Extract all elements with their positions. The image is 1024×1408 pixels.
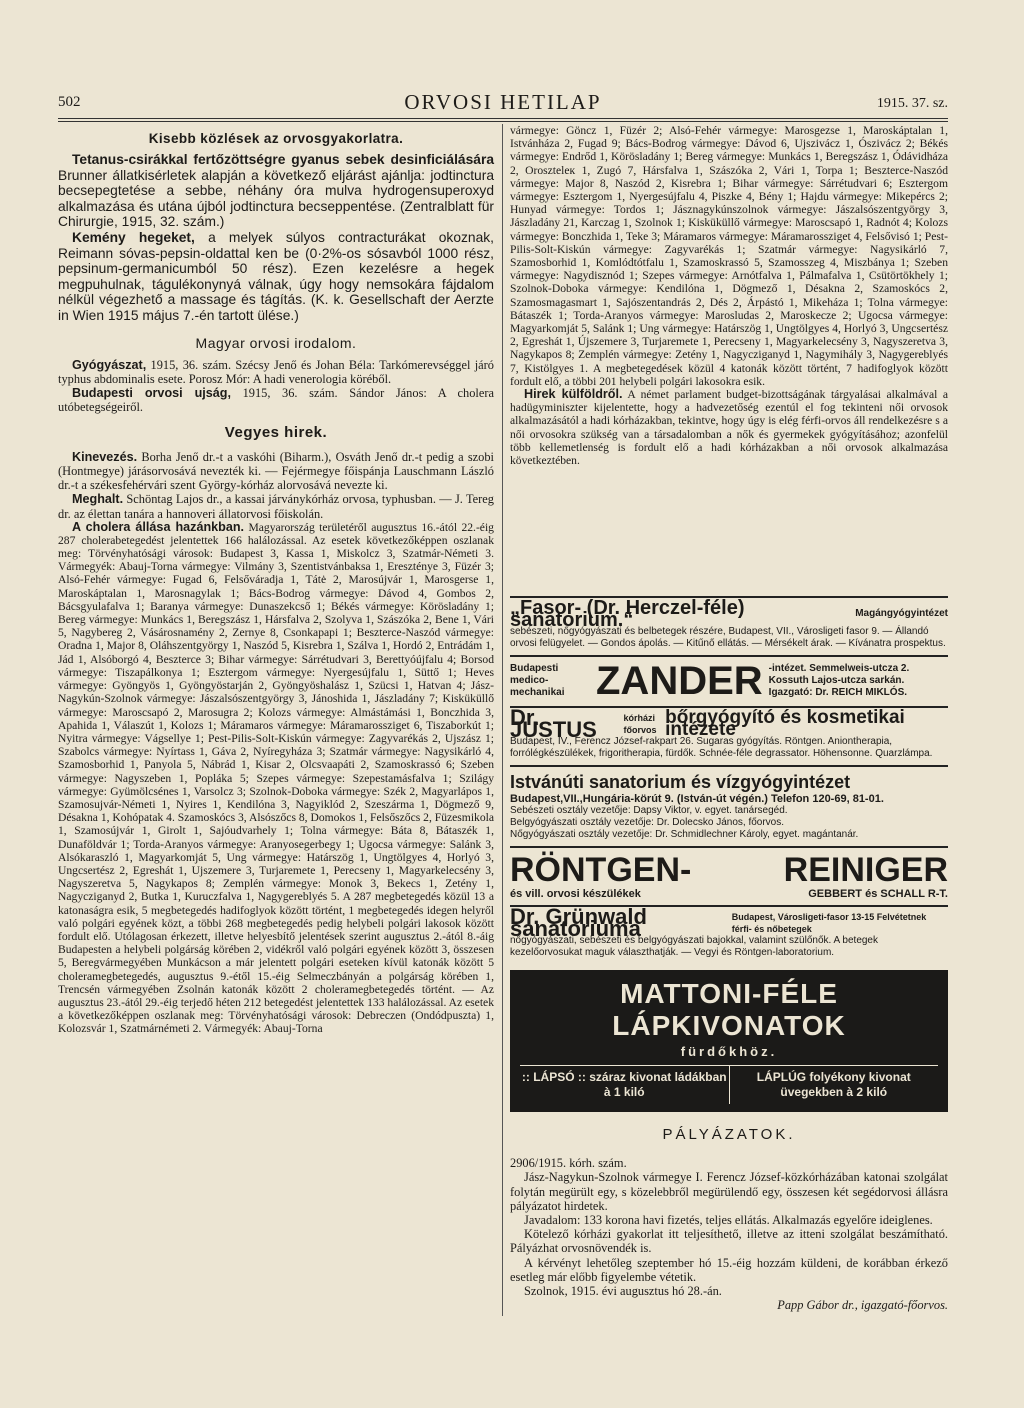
- ad-title: „Fasor- (Dr. Herczel-féle) sanatorium.“: [510, 597, 745, 631]
- article-body: Brunner állatkisérletek alapján a következő eljárást ajánlja: jodtinctura becsepegtetése a sebbe, néhány óra mulva hydrogensuperoxyd alkalmazása és utána újból jodtinctura becseppentése. (Zentralblatt für Chirurgie, 1915, 32. szám.): [58, 167, 494, 230]
- ad-side: kórházi főorvos: [623, 713, 657, 735]
- ad-text: Budapest, IV., Ferencz József-rakpart 26. Sugaras gyógyítás. Röntgen. Aniontherapia, forrólégkészülékek, frigoritherapia, fürdők. Schnée-féle degrassator. Höhensonne. Quarzlámpa.: [510, 736, 933, 759]
- section-title: Magyar orvosi irodalom.: [195, 334, 357, 351]
- article-lead: Budapesti orvosi ujság,: [72, 385, 231, 400]
- notice-text: Jász-Nagykun-Szolnok vármegye I. Ferencz József-közkórházában katonai szolgálat folytán megürült egy, s közelebbről megürülendő egy, összesen két segédorvosi állásra pályázatot hirdetek.: [510, 1170, 948, 1213]
- news-lead: A cholera állása hazánkban.: [72, 519, 245, 534]
- advertisements: [510, 596, 948, 1112]
- article-lead: Gyógyászat,: [72, 357, 147, 372]
- ad-text: Budapest,VII.,Hungária-körút 9. (István-út végén.) Telefon 120-69, 81-01.: [510, 793, 884, 805]
- ad-title: MATTONI-FÉLE LÁPKIVONATOK: [612, 978, 846, 1041]
- page-number: 502: [58, 94, 81, 110]
- notice-text: Szolnok, 1915. évi augusztus hó 28.-án.: [524, 1284, 722, 1299]
- news-lead: Hirek külföldről.: [524, 387, 623, 402]
- news-lead: Meghalt.: [72, 492, 124, 507]
- ad-text: Belgyógyászati osztály vezetője: Dr. Dolecsko János, főorvos.: [510, 817, 785, 828]
- ad-title: RÖNTGEN-: [510, 851, 692, 889]
- ad-title: REINIGER: [783, 851, 948, 889]
- ad-istvanuti: [510, 765, 948, 846]
- ad-zander: [510, 655, 948, 706]
- palyazatok-section: [510, 1128, 948, 1312]
- notice-text: Kötelező kórházi gyakorlat itt teljesíthető, illetve az itteni szolgálat beszámítható. Pályázhat orvosnövendék is.: [510, 1227, 948, 1256]
- ad-rontgen: [510, 846, 948, 905]
- column-divider: [502, 124, 503, 1316]
- notice-text: Javadalom: 133 korona havi fizetés, teljes ellátás. Alkalmazás egyelőre ideiglenes.: [524, 1213, 933, 1228]
- ad-mattoni: [510, 970, 948, 1112]
- section-title: Vegyes hirek.: [224, 424, 328, 442]
- issue-number: 1915. 37. sz.: [876, 96, 948, 111]
- header-rule: [58, 121, 948, 122]
- article-lead: Kemény hegeket,: [72, 230, 195, 246]
- article-body: 1915, 36. szám. Szécsy Jenő és Johan Béla: Tarkómerevséggel járó typhus abdominalis esete. Porosz Mór: A hadi venerologia köréből.: [58, 357, 495, 386]
- news-body: vármegye: Göncz 1, Füzér 2; Alsó-Fehér vármegye: Marosgezse 1, Maroskáptalan 1, Istvánháza 2, Fugad 9; Bács-Bodrog vármegye: Dávod 6, Ujszivácz 1, Ószivácz 2; Békés vármegye: Endrőd 1, Körösladány 1; Bereg vármegye: Munkács 1, Beregszász 1, Ódávidháza 2, Oroszteleк 1, Zugó 7, Hársfalva 1, Szászóka 2, Vári 1, Torpa 1; Beszterce-Naszód vármegye: Major 8, Naszód 2, Kisrebra 1; Bihar vármegye: Sárrétudvari 6; Esztergom vármegye: Esztergom 1, Nyergesújfalu 4, Piszke 4, Bény 1; Hajdu vármegye: Mikepércs 2; Hunyad vármegye: Tordos 1; Jásznagykúnszolnok vármegye: Jászalsószentgyörgy 3, Jászladány 21, Karczag 1, Szolnok 1; Kisküküllő vármegye: Maroscsapó 1, Radnót 4; Kolozs vármegye: Bonczhida 1, Teke 3; Máramaros vármegye: Máramarossziget 4, Felsővisó 1; Pest-Pilis-Solt-Kiskún vármegye: Zagyvarékás 1; Szatmár vármegye: Nagysikárló 7, Szamosborhid 1, Komlódtótfalu 1, Szamoskrassó 5, Szamosszeg 4, Miszbánya 1; Szeben vármegye: Nagydisznód 1; Szepes vármegye: Arnótfalva 1, Pálmafalva 1, Csütörtökhely 1; Szolnok-Doboka vármegye: Kendilóna 1, Dögmező 1, Désakna 2, Szamoskócs 2, Szamosmagasmart 1, Sajószentandrás 2, Dés 2, Árpástó 1, Mikeháza 1; Tolna vármegye: Bátaszék 1; Torda-Aranyos vármegye: Marosludas 2, Maroskecze 2; Ugocsa vármegye: Magyarkomját 5, Salánk 1; Ung vármegye: Határszög 1, Ungtölgyes 4, Horlyó 3, Ungcsertész 2, Egreshát 1, Újszemere 3, Turjaremete 1, Perecseny 1, Magyarkelecsény 3, Nagyszeretva 3, Nagykapos 8; Zemplén vármegye: Zetény 1, Nagycziganyd 1, Nagymihály 3, Nagygereblyés 7, Kistölgyes 1. A megbetegedések közül 4 katonák között történt, 7 hadifoglyok között fordult elő, a többi 201 helybeli polgári lakosokra esik.: [510, 124, 948, 388]
- article-block: [58, 152, 494, 324]
- ad-text: :: LÁPSÓ :: száraz kivonat ládákban à 1 kiló: [521, 1070, 727, 1099]
- ad-text: Sebészeti osztály vezetője: Dapsy Viktor, v. egyet. tanársegéd.: [510, 805, 788, 816]
- ad-side: Budapesti medico-mechanikai: [510, 663, 565, 698]
- news-body: Magyarország területéről augusztus 16.-ától 22.-éig 287 cholerabetegedést jelentettek 166 halálozással. Az esetek következőképpen oszlanak meg: Törvényhatósági városok: Budapest 3, Kassa 1, Miskolcz 3, Szatmár-Németi 3. Vármegyék: Abauj-Torna vármegye: Vilmány 3, Szentistvánbaksa 1, Ereszténye 3, Füzér 3; Alsó-Fehér vármegye: Fugad 6, Felsőváradja 1, Tátė 2, Marosújvár 1, Marosgerse 1, Maroskáptalan 1, Marosnagylak 1; Bács-Bodrog vármegye: Dávod 4, Gombos 2, Bácsgyulafalva 1; Baranya vármegye: Dunaszekcső 1; Békés vármegye: Körösladány 1; Bereg vármegye: Munkács 1, Beregszász 1, Hársfalva 2, Szolyva 1, Szászóka 2, Bene 1, Vári 5, Nagybereg 2, Vásárosnamény 2, Zernye 8, Csonkapapi 1; Beszterce-Naszód vármegye: Oradna 1, Major 8, Oláhszentgyörgy 1, Naszód 5, Kisrebra 1, Szálva 1, Hordó 2, Entrádám 1, Jád 1, Alsóborgó 4, Beszterce 3; Bihar vármegye: Sárrétudvari 3, Berettyóújfalu 4; Borsod vármegye: Tiszapálkonya 1; Esztergom vármegye: Nyergesújfalu 1, Süttő 1; Heves vármegye: Gyöngyös 1, Gyöngyöstarján 2, Gyöngyöshalász 1, Szücsi 1, Hatvan 4; Jász-Nagykún-Szolnok vármegye: Jászalsószentgyörgy 3, Jánoshida 1, Jászladány 7; Kisküküllő vármegye: Maroscsapó 2, Marosugra 2; Kolozs vármegye: Almástámási 1, Bonczhida 3, Apahida 1, Válaszút 1, Kolozs 1; Máramaros vármegye: Máramarossziget 6, Tiszaborkút 1; Nyitra vármegye: Vágsellye 1; Pest-Pilis-Solt-Kiskún vármegye: Zagyvarékás 2, Ujszász 1; Szabolcs vármegye: Nyírtass 1, Gáva 2, Nyíregyháza 3; Szatmár vármegye: Nagysikárló 4, Szamosborhid 1, Panyola 5, Nábrád 1, Kisar 2, Olcsvaapáti 2, Szamoskrassó 6; Szeben vármegye: Nagyszeben 1, Popláka 5; Szepes vármegye: Szepestamásfalva 1; Szilágy vármegye: Gyümölcsénes 1, Varsolcz 3; Szolnok-Doboka vármegye: Szék 2, Magyarlápos 1, Szamosujvár-Németi 1, Nyires 1, Kendilóna 3, Nagyiklód 2, Szeszárma 1, Dögmező 9, Désakna 1, Kohópatak 4. Szamoskócs 3, Alsószőcs 8, Domokos 1, Felsőszőcs 2, Füzesmikola 1, Szamosújvár 1, Girolt 1, Sajóudvarhely 1; Tolna vármegye: Báta 8, Bátaszék 1, Dunaföldvár 1; Torda-Aranyos vármegye: Aranyosegerbegy 1; Ugocsa vármegye: Salánk 3, Alsókaraszló 1, Magyarkomját 5, Ung vármegye: Határszög 1, Ungtölgyes 4, Horlyó 3, Ungcsertész 2, Egreshát 1, Ujszemere 3, Turjaremete 1, Perecseny 1, Magyarkelecsény 3, Nagyszeretva 5, Nagykapos 8; Zemplén vármegye: Monok 3, Bekecs 1, Zetény 1, Nagycziganyd 2, Butka 1, Kuruczfalva 1, Nagygereblyés 5. A 287 megbetegedés közül 13 a katonaságra esik, 5 megbetegedés hadifoglyok között történt, 1 megbetegedés idegen helyről való polgári egyének közt, a többi 268 megbetegedés pedig helybeli polgári lakosok között fordult elő. Utólagosan érkezett, illetve helyesbítő jelentések szerint augusztus 2.-ától 8.-áig Budapesten a helybeli polgárság körében 2, vidékről való polgári egyének között 3, összesen 5, Beregvármegyében Munkácson a már jelentett polgári eseteken kívül katonák között 5 choleramegbetegedés, augusztus 9.-étől 15.-éig Selmeczbányán a polgárság körében 1, Trencsén vármegyében Zsolnán katonák között 2 choleramegbetegedés történt. — Az augusztus 23.-ától 29.-éig terjedő héten 212 betegedést jelentettek 133 halálozással. Az esetek a következőképpen oszlanak meg: Törvényhatósági városok: Debreczen (Ondódpuszta) 1, Kolozsvár 1, Szatmárnémeti 2. Vármegyék: Abauj-Torna: [58, 520, 495, 1036]
- left-column: [58, 124, 494, 1036]
- journal-title: ORVOSI HETILAP: [404, 90, 602, 114]
- ad-text: és vill. orvosi készülékek: [510, 888, 641, 900]
- ad-side: Budapest, Városligeti-fasor 13-15 Felvétetnek férfi- és nőbetegek: [731, 912, 927, 934]
- news-lead: Kinevezés.: [72, 450, 138, 465]
- news-body: A német parlament budget-bizottságának tárgyalásai alkalmával a hadügyminiszter kijelentette, hogy a hadvezetőség ezentúl el fog tekinteni női orvosok alkalmazásától a hadi kórházakban, tekintve, hogy úgy is elég férfi-orvos áll rendelkezésre s a női orvosokra szükség van a társadalomban a nők és gyermekek gyógyításához; azonfelül több kellemetlenség is fordult elő a hadi kórházakban a női orvosok alkalmazása következtében.: [510, 388, 948, 468]
- news-body: Borha Jenő dr.-t a vaskóhi (Biharm.), Osváth Jenő dr.-t pedig a szobi (Hontmegye) járásorvosává nevezték ki. — Fejérmegye főispánja Lauschmann László dr.-t a székesfehérvári szent György-kórház alorvosává nevezte ki.: [58, 450, 494, 493]
- news-body: Schöntag Lajos dr., a kassai járványkórház orvosa, typhusban. — J. Tereg dr. az élettan tanára a hannoveri állatorvosi főiskolán.: [58, 492, 494, 521]
- ad-title: ZANDER: [596, 659, 763, 703]
- section-title: Kisebb közlések az orvosgyakorlatra.: [148, 131, 404, 146]
- section-title: PÁLYÁZATOK.: [662, 1126, 796, 1143]
- ad-text: GEBBERT és SCHALL R-T.: [808, 888, 948, 900]
- article-lead: Tetanus-csirákkal fertőzöttségre gyanus sebek desinficiálására: [72, 152, 494, 168]
- article-body: 1915, 36. szám. Sándor János: A cholera utóbetegségeiről.: [58, 385, 494, 414]
- ad-grunwald: [510, 905, 948, 964]
- signature: Papp Gábor dr., igazgató-főorvos.: [777, 1298, 948, 1313]
- ad-fasor: [510, 596, 948, 655]
- ad-text: nőgyógyászati, sebészeti és belgyógyászati bajokkal, valamint szülőnők. A betegek kezelőorvosukat maguk választhatják. — Vegyi és Röntgen-laboratorium.: [510, 935, 878, 958]
- reference-number: 2906/1915. kórh. szám.: [510, 1156, 627, 1171]
- ad-side: Magángyógyintézet: [855, 608, 948, 619]
- ad-text: sebészeti, nőgyógyászati és belbetegek részére, Budapest, VII., Városligeti fasor 9. — Állandó orvosi felügyelet. — Gondos ápolás. — Kitűnő ellátás. — Mérsékelt árak. — Kívánatra prospektus.: [510, 626, 946, 649]
- header-rule: [58, 118, 948, 119]
- notice-text: A kérvényt lehetőleg szeptember hó 15.-éig hozzám küldeni, de korábban érkező esetleg már előbb figyelembe vétetik.: [510, 1255, 948, 1284]
- ad-title: Dr. Grünwald sanatoriuma: [510, 904, 647, 941]
- ad-title: bőrgyógyító és kosmetikai intézete: [665, 707, 905, 740]
- ad-text: LÁPLÚG folyékony kivonat üvegekben à 2 kiló: [729, 1066, 939, 1104]
- right-column: [510, 124, 948, 467]
- ad-title: Istvánúti sanatorium és vízgyógyintézet: [510, 772, 851, 792]
- ad-text: fürdőkhöz.: [680, 1044, 778, 1059]
- page-header: [58, 90, 948, 114]
- ad-justus: [510, 706, 948, 765]
- ad-title: Dr. JUSTUS: [510, 705, 597, 742]
- ad-side: -intézet. Semmelweis-utcza 2. Kossuth Lajos-utcza sarkán. Igazgató: Dr. REICH MIKLÓS.: [768, 663, 910, 698]
- ad-text: Nőgyógyászati osztály vezetője: Dr. Schmidlechner Károly, egyet. magántanár.: [510, 829, 859, 840]
- article-body: a melyek súlyos contracturákat okoznak, Reimann sóvas-pepsin-oldattal ken be (0·2%-os sósavból 1000 rész, pepsinum-germanicumból 50 rész). Ezen kezelésre a hegek megpuhulnak, tágulékonynyá válnak, úgy hogy nemsokára fájdalom nélkül végezhető a massage és tágítás. (K. k. Gesellschaft der Aerzte in Wien 1915 május 7.-én tartott ülése.): [58, 230, 494, 324]
